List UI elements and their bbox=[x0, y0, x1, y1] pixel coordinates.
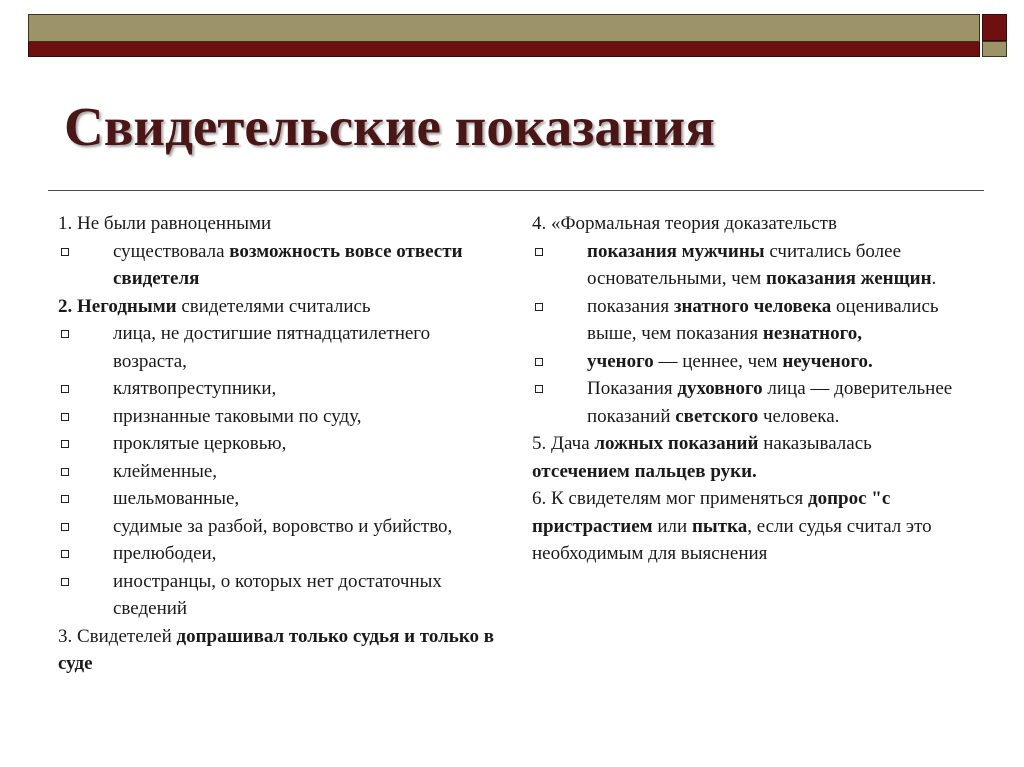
square-bullet-icon bbox=[61, 550, 69, 558]
right-column bbox=[532, 210, 972, 568]
bullet-item: иностранцы, о которых нет достаточных сведений bbox=[58, 568, 508, 623]
square-bullet-icon bbox=[61, 578, 69, 586]
corner-square-maroon bbox=[982, 14, 1007, 41]
square-bullet-icon bbox=[61, 495, 69, 503]
corner-square-olive bbox=[982, 41, 1007, 57]
point-6: 6. К свидетелям мог применяться допрос "с пристрастием или пытка, если судья считал это необходимым для выяснения bbox=[532, 488, 932, 564]
left-column bbox=[58, 210, 508, 678]
square-bullet-icon bbox=[61, 440, 69, 448]
point-2: 2. Негодными свидетелями считались bbox=[58, 295, 371, 317]
square-bullet-icon bbox=[61, 248, 69, 256]
bullet-item: прелюбодеи, bbox=[58, 540, 508, 568]
bullet-item: признанные таковыми по суду, bbox=[58, 403, 508, 431]
point-4: 4. «Формальная теория доказательств bbox=[532, 213, 837, 234]
point-1: 1. Не были равноценными bbox=[58, 213, 272, 234]
point-3: 3. Свидетелей допрашивал только судья и только в суде bbox=[58, 625, 495, 674]
bullet-item: судимые за разбой, воровство и убийство, bbox=[58, 513, 508, 541]
point-5: 5. Дача ложных показаний наказывалась отсечением пальцев руки. bbox=[532, 433, 872, 482]
bullet-item: показания мужчины считались более основательными, чем показания женщин. bbox=[532, 238, 972, 293]
square-bullet-icon bbox=[535, 303, 543, 311]
square-bullet-icon bbox=[535, 385, 543, 393]
bullet-item: проклятые церковью, bbox=[58, 430, 508, 458]
title-divider bbox=[48, 190, 984, 191]
square-bullet-icon bbox=[61, 413, 69, 421]
square-bullet-icon bbox=[535, 358, 543, 366]
header-band-maroon bbox=[28, 42, 980, 57]
square-bullet-icon bbox=[61, 330, 69, 338]
slide-title: Свидетельские показания bbox=[64, 96, 715, 157]
bullet-item: клейменные, bbox=[58, 458, 508, 486]
header-band-olive bbox=[28, 14, 980, 42]
bullet-item: ученого — ценнее, чем неученого. bbox=[532, 348, 972, 376]
bullet-item: шельмованные, bbox=[58, 485, 508, 513]
square-bullet-icon bbox=[61, 385, 69, 393]
bullet-item: лица, не достигшие пятнадцатилетнего возраста, bbox=[58, 320, 508, 375]
bullet-item: Показания духовного лица — доверительнее показаний светского человека. bbox=[532, 375, 972, 430]
square-bullet-icon bbox=[535, 248, 543, 256]
square-bullet-icon bbox=[61, 523, 69, 531]
bullet-item: показания знатного человека оценивались выше, чем показания незнатного, bbox=[532, 293, 972, 348]
bullet-item: существовала возможность вовсе отвести свидетеля bbox=[58, 238, 508, 293]
square-bullet-icon bbox=[61, 468, 69, 476]
bullet-item: клятвопреступники, bbox=[58, 375, 508, 403]
